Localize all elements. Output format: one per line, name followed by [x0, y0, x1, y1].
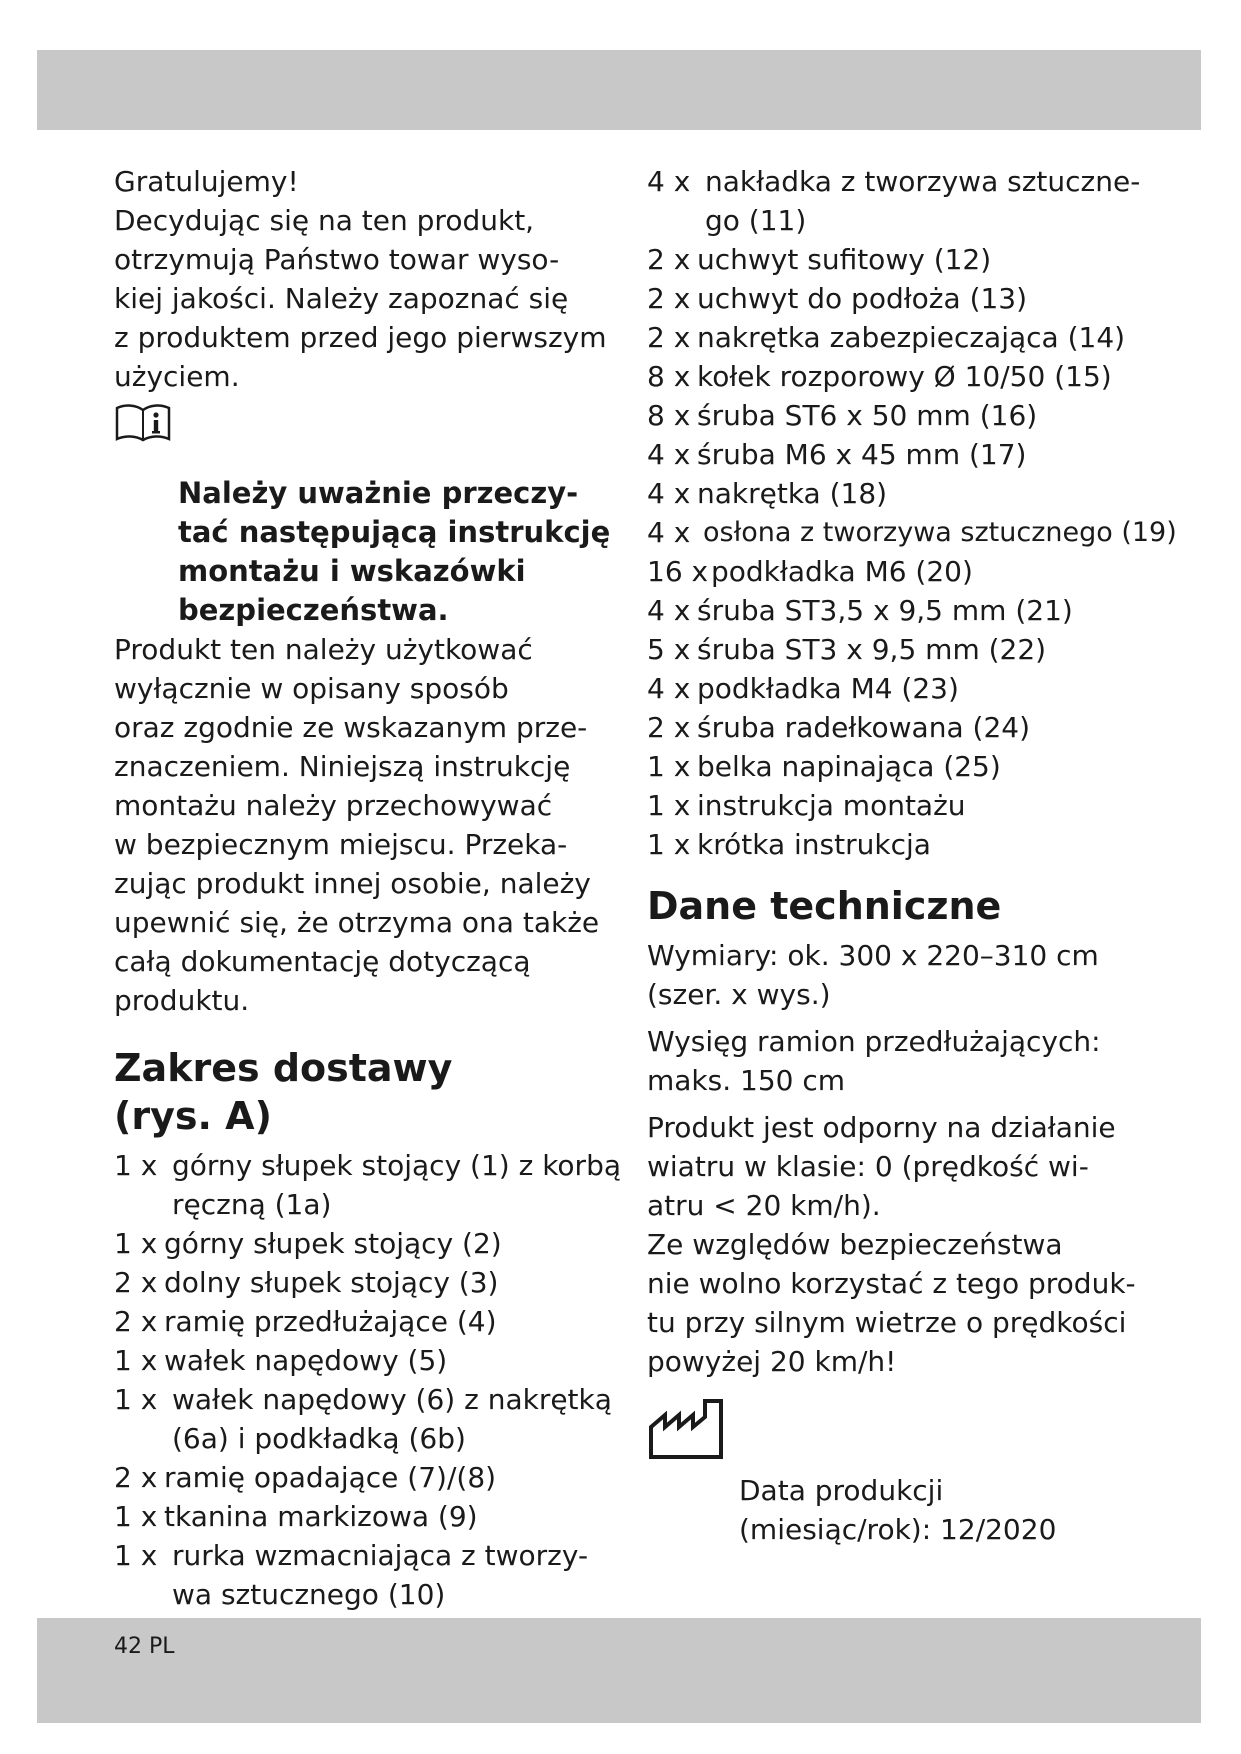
safety-notice — [114, 396, 624, 630]
intro-text: Decydując się na ten produkt, otrzymują Państwo towar wyso- kiej jakości. Należy zapoznać się z produktem przed jego pierwszym użyciem. — [114, 204, 607, 393]
right-column — [647, 162, 1207, 1549]
item-qty: 4 x — [647, 672, 691, 705]
item-qty: 2 x — [647, 321, 691, 354]
list-item — [647, 786, 1207, 825]
usage-text: Produkt ten należy użytkować wyłącznie w opisany sposób oraz zgodnie ze wskazanym prze- znaczeniem. Niniejszą instrukcję montażu należy przechowywać w bezpiecznym miejscu. Przeka- zując produkt innej osobie, należy upewnić się, że otrzyma ona także całą dokumentację dotyczącą produktu. — [114, 633, 600, 1017]
item-text: dolny słupek stojący (3) — [164, 1266, 499, 1299]
item-qty: 1 x — [114, 1383, 158, 1416]
list-item — [114, 1224, 624, 1263]
list-item — [647, 240, 1207, 279]
production-date-text: Data produkcji (miesiąc/rok): 12/2020 — [739, 1474, 1057, 1546]
item-text: górny słupek stojący (2) — [164, 1227, 502, 1260]
item-text: podkładka M4 (23) — [697, 672, 959, 705]
item-qty: 4 x — [647, 516, 691, 549]
book-info-icon — [114, 402, 172, 442]
dimensions-text: Wymiary: ok. 300 x 220–310 cm (szer. x wys.) — [647, 939, 1099, 1011]
item-qty: 1 x — [114, 1500, 158, 1533]
greeting: Gratulujemy! — [114, 165, 299, 198]
item-qty: 16 x — [647, 555, 709, 588]
item-text: nakrętka zabezpieczająca (14) — [697, 321, 1126, 354]
item-text: osłona z tworzywa sztucznego (19) — [703, 517, 1177, 548]
item-text: wałek napędowy (6) z nakrętką (6a) i podkładką (6b) — [172, 1383, 612, 1455]
list-item — [647, 669, 1207, 708]
item-qty: 8 x — [647, 399, 691, 432]
wind-text: Produkt jest odporny na działanie wiatru w klasie: 0 (prędkość wi- atru < 20 km/h). — [647, 1111, 1116, 1222]
list-item — [647, 435, 1207, 474]
list-item — [114, 1497, 624, 1536]
list-item — [114, 1536, 624, 1614]
item-qty: 2 x — [114, 1266, 158, 1299]
item-text: podkładka M6 (20) — [711, 555, 973, 588]
item-qty: 1 x — [114, 1227, 158, 1260]
item-text: śruba M6 x 45 mm (17) — [697, 438, 1027, 471]
notice-text: Należy uważnie przeczy- tać następującą instrukcję montażu i wskazówki bezpieczeństwa. — [178, 476, 611, 627]
item-qty: 4 x — [647, 477, 691, 510]
item-qty: 4 x — [647, 438, 691, 471]
item-qty: 2 x — [647, 282, 691, 315]
item-qty: 4 x — [647, 594, 691, 627]
footer-band — [37, 1618, 1201, 1723]
production-date — [647, 1393, 1207, 1549]
list-item — [647, 630, 1207, 669]
item-qty: 1 x — [647, 789, 691, 822]
list-item — [114, 1146, 624, 1224]
item-text: uchwyt do podłoża (13) — [697, 282, 1028, 315]
list-item — [647, 513, 1207, 552]
list-item — [647, 357, 1207, 396]
header-band — [37, 50, 1201, 130]
item-qty: 2 x — [114, 1305, 158, 1338]
item-text: uchwyt sufitowy (12) — [697, 243, 992, 276]
item-qty: 2 x — [647, 243, 691, 276]
list-item — [647, 318, 1207, 357]
list-item — [647, 552, 1207, 591]
list-item — [647, 279, 1207, 318]
list-item — [647, 396, 1207, 435]
list-item — [647, 162, 1207, 240]
delivery-list-right — [647, 162, 1207, 864]
item-text: nakrętka (18) — [697, 477, 888, 510]
item-qty: 1 x — [114, 1539, 158, 1572]
technical-heading: Dane techniczne — [647, 884, 1002, 928]
list-item — [114, 1341, 624, 1380]
item-text: krótka instrukcja — [697, 828, 931, 861]
item-text: nakładka z tworzywa sztuczne- go (11) — [705, 165, 1141, 237]
item-text: górny słupek stojący (1) z korbą ręczną (1a) — [172, 1149, 621, 1221]
item-text: instrukcja montażu — [697, 789, 966, 822]
item-text: tkanina markizowa (9) — [164, 1500, 478, 1533]
list-item — [114, 1263, 624, 1302]
item-text: belka napinająca (25) — [697, 750, 1001, 783]
item-qty: 2 x — [114, 1461, 158, 1494]
list-item — [114, 1380, 624, 1458]
item-qty: 1 x — [647, 750, 691, 783]
page-number: 42 PL — [114, 1634, 175, 1659]
item-qty: 1 x — [114, 1149, 158, 1182]
item-text: śruba radełkowana (24) — [697, 711, 1030, 744]
factory-date-icon — [647, 1397, 725, 1461]
list-item — [114, 1302, 624, 1341]
list-item — [647, 825, 1207, 864]
item-text: ramię przedłużające (4) — [164, 1305, 497, 1338]
item-text: śruba ST3 x 9,5 mm (22) — [697, 633, 1047, 666]
item-qty: 4 x — [647, 165, 691, 198]
list-item — [647, 474, 1207, 513]
item-text: śruba ST6 x 50 mm (16) — [697, 399, 1038, 432]
list-item — [114, 1458, 624, 1497]
item-qty: 1 x — [114, 1344, 158, 1377]
item-qty: 1 x — [647, 828, 691, 861]
item-qty: 2 x — [647, 711, 691, 744]
list-item — [647, 708, 1207, 747]
left-column — [114, 162, 624, 1614]
item-qty: 8 x — [647, 360, 691, 393]
list-item — [647, 591, 1207, 630]
safety-wind-text: Ze względów bezpieczeństwa nie wolno korzystać z tego produk- tu przy silnym wietrze o prędkości powyżej 20 km/h! — [647, 1228, 1136, 1378]
item-text: śruba ST3,5 x 9,5 mm (21) — [697, 594, 1073, 627]
item-qty: 5 x — [647, 633, 691, 666]
extension-text: Wysięg ramion przedłużających: maks. 150 cm — [647, 1025, 1101, 1097]
delivery-list-left — [114, 1146, 624, 1614]
item-text: kołek rozporowy Ø 10/50 (15) — [697, 360, 1112, 393]
item-text: wałek napędowy (5) — [164, 1344, 448, 1377]
list-item — [647, 747, 1207, 786]
item-text: rurka wzmacniająca z tworzy- wa sztucznego (10) — [172, 1539, 589, 1611]
delivery-heading: Zakres dostawy (rys. A) — [114, 1046, 453, 1138]
item-text: ramię opadające (7)/(8) — [164, 1461, 497, 1494]
